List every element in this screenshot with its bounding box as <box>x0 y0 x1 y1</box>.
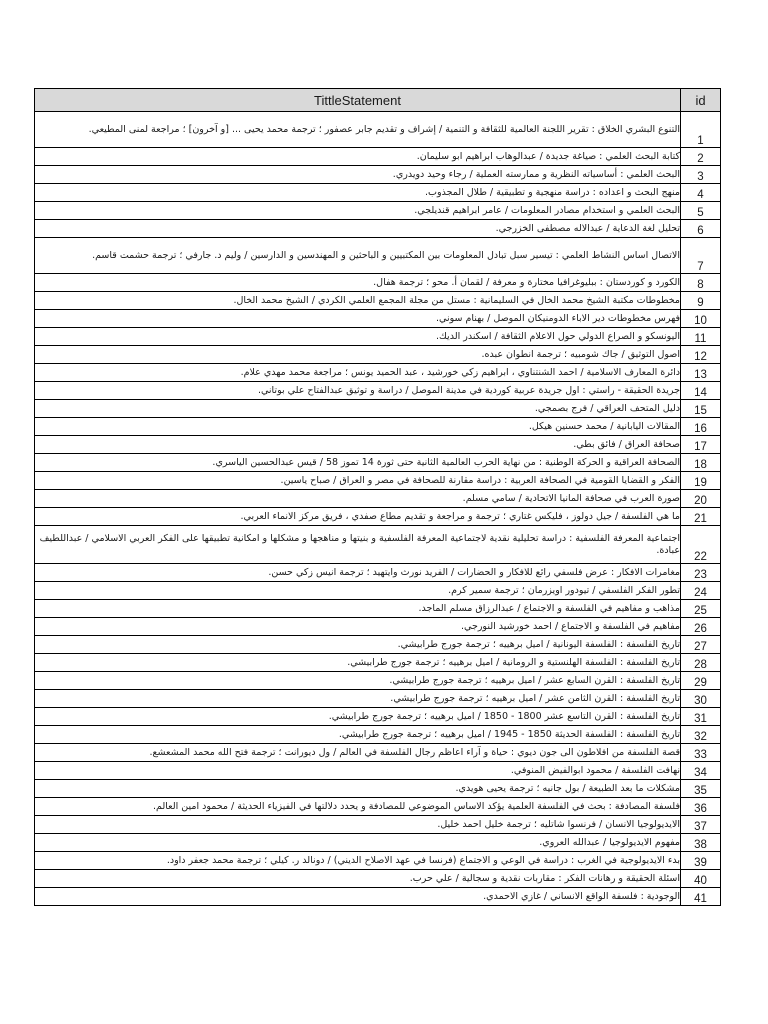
id-cell[interactable]: 39 <box>681 852 721 870</box>
title-cell[interactable]: المقالات اليابانية / محمد حسنين هيكل. <box>35 418 681 436</box>
table-row <box>35 600 721 618</box>
id-cell[interactable]: 17 <box>681 436 721 454</box>
id-cell[interactable]: 29 <box>681 672 721 690</box>
id-cell[interactable]: 31 <box>681 708 721 726</box>
id-cell[interactable]: 38 <box>681 834 721 852</box>
title-cell[interactable]: ما هي الفلسفة / جيل دولوز ، فليكس غتاري ؛ ترجمة و مراجعة و تقديم مطاع صفدي ، فريق مركز الانماء العربي. <box>35 508 681 526</box>
table-row <box>35 636 721 654</box>
id-cell[interactable]: 40 <box>681 870 721 888</box>
table-row <box>35 870 721 888</box>
id-cell[interactable]: 20 <box>681 490 721 508</box>
title-cell[interactable]: البحث العلمي و استخدام مصادر المعلومات / عامر ابراهيم قنديلجي. <box>35 202 681 220</box>
title-cell[interactable]: جريدة الحقيقة - راستي : اول جريدة عربية كوردية في مدينة الموصل / دراسة و توثيق عبدالفتاح علي بوتاني. <box>35 382 681 400</box>
id-cell[interactable]: 7 <box>681 238 721 274</box>
title-cell[interactable]: الوجودية : فلسفة الواقع الانساني / غازي الاحمدي. <box>35 888 681 906</box>
title-cell[interactable]: تاريخ الفلسفة : الفلسفة الهلنستية و الرومانية / اميل برهييه ؛ ترجمة جورج طرابيشي. <box>35 654 681 672</box>
id-cell[interactable]: 36 <box>681 798 721 816</box>
title-cell[interactable]: منهج البحث و اعداده : دراسة منهجية و تطبيقية / طلال المجذوب. <box>35 184 681 202</box>
table-row <box>35 672 721 690</box>
table-row <box>35 816 721 834</box>
table-row <box>35 526 721 564</box>
table-row <box>35 364 721 382</box>
title-cell[interactable]: تحليل لغة الدعاية / عبدالاله مصطفى الخزرجي. <box>35 220 681 238</box>
table-row <box>35 726 721 744</box>
id-cell[interactable]: 6 <box>681 220 721 238</box>
title-cell[interactable]: مذاهب و مفاهيم في الفلسفة و الاجتماع / عبدالرزاق مسلم الماجد. <box>35 600 681 618</box>
title-cell[interactable]: تاريخ الفلسفة : القرن الثامن عشر / اميل برهييه ؛ ترجمة جورج طرابيشي. <box>35 690 681 708</box>
id-cell[interactable]: 16 <box>681 418 721 436</box>
title-cell[interactable]: تاريخ الفلسفة : الفلسفة الحديثة 1850 - 1945 / اميل برهييه ؛ ترجمة جورج طرابيشي. <box>35 726 681 744</box>
title-cell[interactable]: الايديولوجيا الانسان / فرنسوا شاتليه ؛ ترجمة خليل احمد خليل. <box>35 816 681 834</box>
id-cell[interactable]: 1 <box>681 112 721 148</box>
table-row <box>35 184 721 202</box>
table-row <box>35 654 721 672</box>
id-cell[interactable]: 13 <box>681 364 721 382</box>
title-cell[interactable]: قصة الفلسفة من افلاطون الى جون ديوي : حياة و آراء اعاظم رجال الفلسفة في العالم / ول ديورانت ؛ ترجمة فتح الله محمد المشعشع. <box>35 744 681 762</box>
table-row <box>35 112 721 148</box>
id-cell[interactable]: 4 <box>681 184 721 202</box>
id-cell[interactable]: 15 <box>681 400 721 418</box>
table-row <box>35 346 721 364</box>
id-cell[interactable]: 34 <box>681 762 721 780</box>
table-row <box>35 798 721 816</box>
table-row <box>35 274 721 292</box>
title-cell[interactable]: الكورد و كوردستان : ببليوغرافيا مختارة و معرفة / لقمان أ. محو ؛ ترجمة هفال. <box>35 274 681 292</box>
title-cell[interactable]: مفاهيم في الفلسفة و الاجتماع / احمد خورشيد النورجي. <box>35 618 681 636</box>
table-row <box>35 690 721 708</box>
title-cell[interactable]: اجتماعية المعرفة الفلسفية : دراسة تحليلية نقدية لاجتماعية المعرفة الفلسفية و بنيتها و مناهجها و مشكلها و امكانية تطبيقها على الفكر العربي الاسلامي / عبداللطيف عبادة. <box>35 526 681 564</box>
id-cell[interactable]: 14 <box>681 382 721 400</box>
column-header-title[interactable]: TittleStatement <box>35 89 681 112</box>
table-row <box>35 834 721 852</box>
title-cell[interactable]: صحافة العراق / فائق بطي. <box>35 436 681 454</box>
table-row <box>35 490 721 508</box>
table-row <box>35 400 721 418</box>
table-row <box>35 148 721 166</box>
id-cell[interactable]: 9 <box>681 292 721 310</box>
table-body <box>35 112 721 906</box>
table-row <box>35 202 721 220</box>
id-cell[interactable]: 35 <box>681 780 721 798</box>
header-row <box>35 89 721 112</box>
id-cell[interactable]: 3 <box>681 166 721 184</box>
id-cell[interactable]: 19 <box>681 472 721 490</box>
title-cell[interactable]: نهافت الفلسفة / محمود ابوالفيض المنوفي. <box>35 762 681 780</box>
id-cell[interactable]: 2 <box>681 148 721 166</box>
id-cell[interactable]: 27 <box>681 636 721 654</box>
table-row <box>35 618 721 636</box>
table-row <box>35 744 721 762</box>
id-cell[interactable]: 11 <box>681 328 721 346</box>
id-cell[interactable]: 41 <box>681 888 721 906</box>
table-row <box>35 238 721 274</box>
title-cell[interactable]: بدء الايديولوجية في الغرب : دراسة في الوعي و الاجتماع (فرنسا في عهد الاصلاح الديني) / دونالد ر. كيلي ؛ ترجمة محمد جعفر داود. <box>35 852 681 870</box>
title-cell[interactable]: التنوع البشري الخلاق : تقرير اللجنة العالمية للثقافة و التنمية / إشراف و تقديم جابر عصفور ؛ ترجمة محمد يحيى ... [و آخرون] ؛ مراجعة لمنى المطيعي. <box>35 112 681 148</box>
table-row <box>35 436 721 454</box>
id-cell[interactable]: 28 <box>681 654 721 672</box>
title-cell[interactable]: تاريخ الفلسفة : القرن التاسع عشر 1800 - 1850 / اميل برهييه ؛ ترجمة جورج طرابيشي. <box>35 708 681 726</box>
table-row <box>35 292 721 310</box>
table-row <box>35 418 721 436</box>
table-row <box>35 508 721 526</box>
table-row <box>35 328 721 346</box>
title-cell[interactable]: دائرة المعارف الاسلامية / احمد الشنتناوي ، ابراهيم زكي خورشيد ، عبد الحميد يونس ؛ مراجعة محمد مهدي علام. <box>35 364 681 382</box>
table-row <box>35 564 721 582</box>
id-cell[interactable]: 25 <box>681 600 721 618</box>
title-cell[interactable]: اصول التوثيق / جاك شومبيه ؛ ترجمة انطوان عبده. <box>35 346 681 364</box>
records-table <box>34 88 721 906</box>
title-cell[interactable]: الفكر و القضايا القومية في الصحافة العربية : دراسة مقارنة للصحافة في مصر و العراق / صباح ياسين. <box>35 472 681 490</box>
id-cell[interactable]: 30 <box>681 690 721 708</box>
title-cell[interactable]: تاريخ الفلسفة : القرن السابع عشر / اميل برهييه ؛ ترجمة جورج طرابيشي. <box>35 672 681 690</box>
title-cell[interactable]: فهرس مخطوطات دير الاباء الدومنيكان الموصل / بهنام سوني. <box>35 310 681 328</box>
title-cell[interactable]: الصحافة العراقية و الحركة الوطنية : من نهاية الحرب العالمية الثانية حتى ثورة 14 تموز 58 / قيس عبدالحسين الياسري. <box>35 454 681 472</box>
table-row <box>35 310 721 328</box>
id-cell[interactable]: 32 <box>681 726 721 744</box>
table-row <box>35 780 721 798</box>
title-cell[interactable]: مخطوطات مكتبة الشيخ محمد الخال في السليمانية : مستل من مجلة المجمع العلمي الكردي / الشيخ محمد الخال. <box>35 292 681 310</box>
title-cell[interactable]: مشكلات ما بعد الطبيعة / بول جانيه ؛ ترجمة يحيى هويدي. <box>35 780 681 798</box>
table-row <box>35 220 721 238</box>
title-cell[interactable]: تطور الفكر الفلسفي / تيودور اويزرمان ؛ ترجمة سمير كرم. <box>35 582 681 600</box>
table-row <box>35 382 721 400</box>
table-row <box>35 166 721 184</box>
title-cell[interactable]: اليونسكو و الصراع الدولي حول الاعلام الثقافة / اسكندر الديك. <box>35 328 681 346</box>
id-cell[interactable]: 26 <box>681 618 721 636</box>
id-cell[interactable]: 12 <box>681 346 721 364</box>
id-cell[interactable]: 21 <box>681 508 721 526</box>
title-cell[interactable]: الاتصال اساس النشاط العلمي : تيسير سبل تبادل المعلومات بين المكتبيين و الباحثين و المهندسين و الدارسين / وليم د. جارفي ؛ ترجمة حشمت قاسم. <box>35 238 681 274</box>
id-cell[interactable]: 37 <box>681 816 721 834</box>
table-row <box>35 852 721 870</box>
table-row <box>35 472 721 490</box>
title-cell[interactable]: مفهوم الايديولوجيا / عبدالله العروي. <box>35 834 681 852</box>
table-row <box>35 888 721 906</box>
id-cell[interactable]: 5 <box>681 202 721 220</box>
id-cell[interactable]: 24 <box>681 582 721 600</box>
title-cell[interactable]: كتابة البحث العلمي : صياغة جديدة / عبدالوهاب ابراهيم ابو سليمان. <box>35 148 681 166</box>
table-row <box>35 762 721 780</box>
id-cell[interactable]: 18 <box>681 454 721 472</box>
title-cell[interactable]: صورة العرب في صحافة المانيا الاتحادية / سامي مسلم. <box>35 490 681 508</box>
column-header-id[interactable]: id <box>681 89 721 112</box>
title-cell[interactable]: اسئلة الحقيقة و رهانات الفكر : مقاربات نقدية و سجالية / علي حرب. <box>35 870 681 888</box>
id-cell[interactable]: 22 <box>681 526 721 564</box>
title-cell[interactable]: تاريخ الفلسفة : الفلسفة اليونانية / اميل برهييه ؛ ترجمة جورج طرابيشي. <box>35 636 681 654</box>
table-row <box>35 708 721 726</box>
id-cell[interactable]: 23 <box>681 564 721 582</box>
id-cell[interactable]: 33 <box>681 744 721 762</box>
table-row <box>35 454 721 472</box>
title-cell[interactable]: البحث العلمي : أساسياته النظرية و ممارسته العملية / رجاء وحيد دويدري. <box>35 166 681 184</box>
title-cell[interactable]: دليل المتحف العراقي / فرج بصمجي. <box>35 400 681 418</box>
table-row <box>35 582 721 600</box>
id-cell[interactable]: 10 <box>681 310 721 328</box>
id-cell[interactable]: 8 <box>681 274 721 292</box>
title-cell[interactable]: مغامرات الافكار : عرض فلسفي رائع للافكار و الحضارات / الفريد نورث وايتهيد ؛ ترجمة انيس زكي حسن. <box>35 564 681 582</box>
title-cell[interactable]: فلسفة المصادفة : بحث في الفلسفة العلمية يؤكد الاساس الموضوعي للمصادفة و يحدد دلالتها في الفيزياء الحديثة / محمود امين العالم. <box>35 798 681 816</box>
